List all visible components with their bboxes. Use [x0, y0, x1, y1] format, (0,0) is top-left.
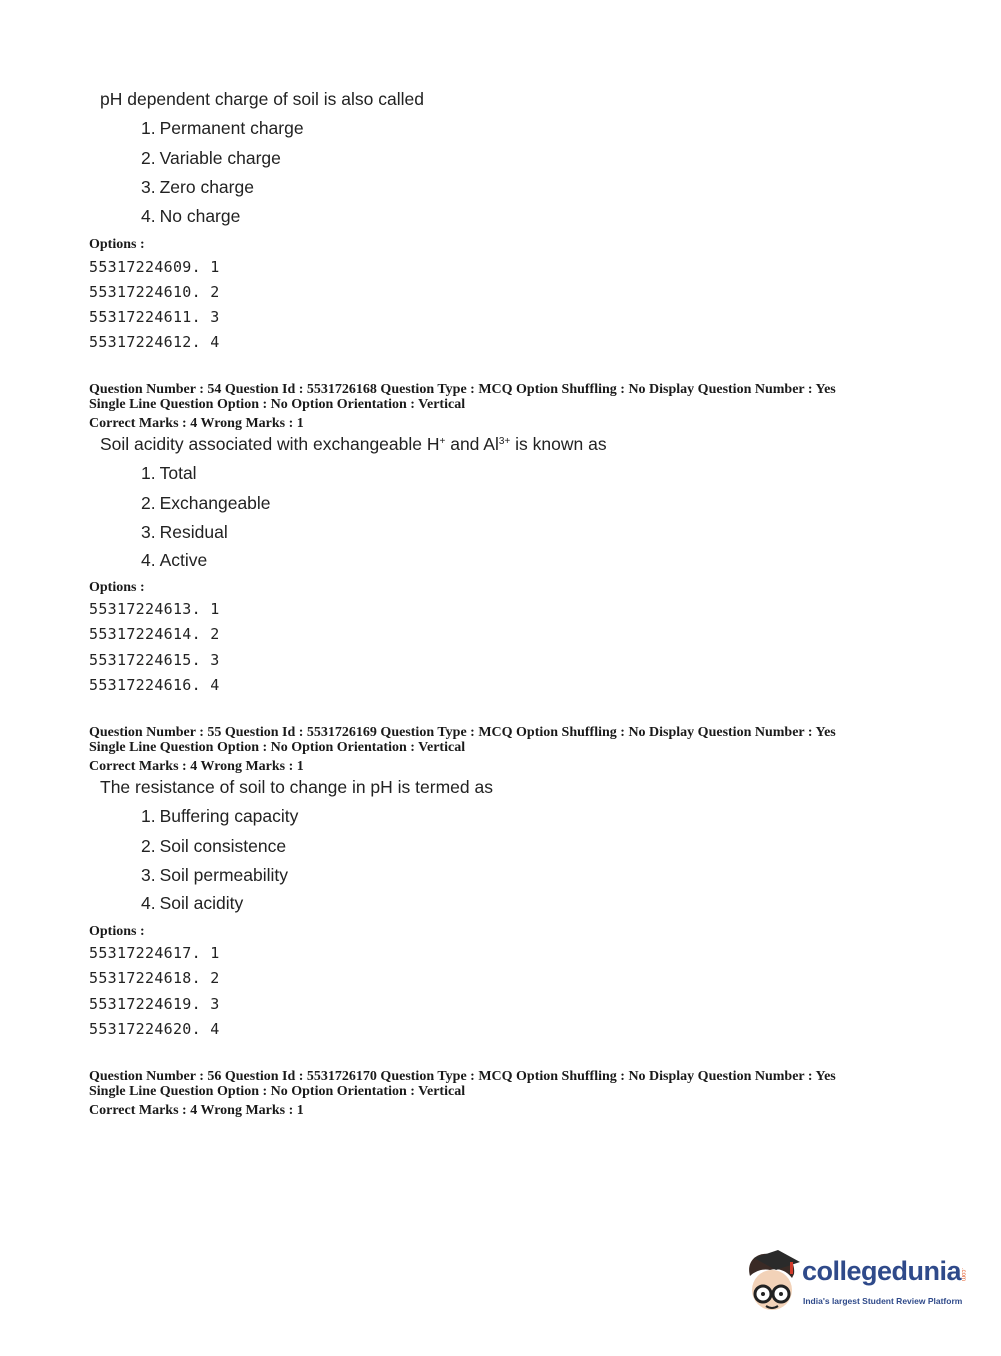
marks-info: Correct Marks : 4 Wrong Marks : 1	[89, 416, 304, 431]
question-meta: Question Number : 54 Question Id : 5531726168 Question Type : MCQ Option Shuffling : No Display Question Number : Yes	[89, 382, 836, 397]
question-meta: Single Line Question Option : No Option Orientation : Vertical	[89, 397, 466, 412]
choice-4: 4. Active	[141, 550, 208, 570]
option-code: 55317224615. 3	[89, 651, 220, 669]
choice-4: 4. No charge	[141, 206, 241, 226]
choice-2: 2. Variable charge	[141, 148, 281, 168]
option-code: 55317224618. 2	[89, 969, 220, 987]
question-text: The resistance of soil to change in pH is termed as	[100, 777, 493, 797]
choice-3: 3. Residual	[141, 522, 228, 542]
brand-suffix: .com	[960, 1268, 966, 1282]
option-code: 55317224617. 1	[89, 944, 220, 962]
options-label: Options :	[89, 924, 145, 939]
choice-2: 2. Exchangeable	[141, 493, 271, 513]
option-code: 55317224611. 3	[89, 308, 220, 326]
choice-3: 3. Zero charge	[141, 177, 254, 197]
collegedunia-logo[interactable]	[742, 1248, 972, 1318]
brand-tagline: India's largest Student Review Platform	[803, 1296, 963, 1306]
marks-info: Correct Marks : 4 Wrong Marks : 1	[89, 1103, 304, 1118]
question-meta: Single Line Question Option : No Option Orientation : Vertical	[89, 1084, 466, 1099]
choice-1: 1. Total	[141, 463, 197, 483]
choice-1: 1. Buffering capacity	[141, 806, 299, 826]
option-code: 55317224616. 4	[89, 676, 220, 694]
brand-name: collegedunia	[802, 1256, 962, 1286]
option-code: 55317224613. 1	[89, 600, 220, 618]
option-code: 55317224609. 1	[89, 258, 220, 276]
option-code: 55317224614. 2	[89, 625, 220, 643]
option-code: 55317224619. 3	[89, 995, 220, 1013]
choice-1: 1. Permanent charge	[141, 118, 304, 138]
question-meta: Single Line Question Option : No Option Orientation : Vertical	[89, 740, 466, 755]
options-label: Options :	[89, 237, 145, 252]
question-meta: Question Number : 55 Question Id : 5531726169 Question Type : MCQ Option Shuffling : No Display Question Number : Yes	[89, 725, 836, 740]
question-text: Soil acidity associated with exchangeable H+ and $Al^{3+}$ is known as	[100, 434, 607, 454]
choice-2: 2. Soil consistence	[141, 836, 287, 856]
question-text: pH dependent charge of soil is also called	[100, 89, 424, 109]
choice-3: 3. Soil permeability	[141, 865, 288, 885]
mascot-icon	[742, 1248, 802, 1314]
option-code: 55317224610. 2	[89, 283, 220, 301]
options-label: Options :	[89, 580, 145, 595]
option-code: 55317224612. 4	[89, 333, 220, 351]
marks-info: Correct Marks : 4 Wrong Marks : 1	[89, 759, 304, 774]
question-meta: Question Number : 56 Question Id : 5531726170 Question Type : MCQ Option Shuffling : No Display Question Number : Yes	[89, 1069, 836, 1084]
choice-4: 4. Soil acidity	[141, 893, 244, 913]
option-code: 55317224620. 4	[89, 1020, 220, 1038]
